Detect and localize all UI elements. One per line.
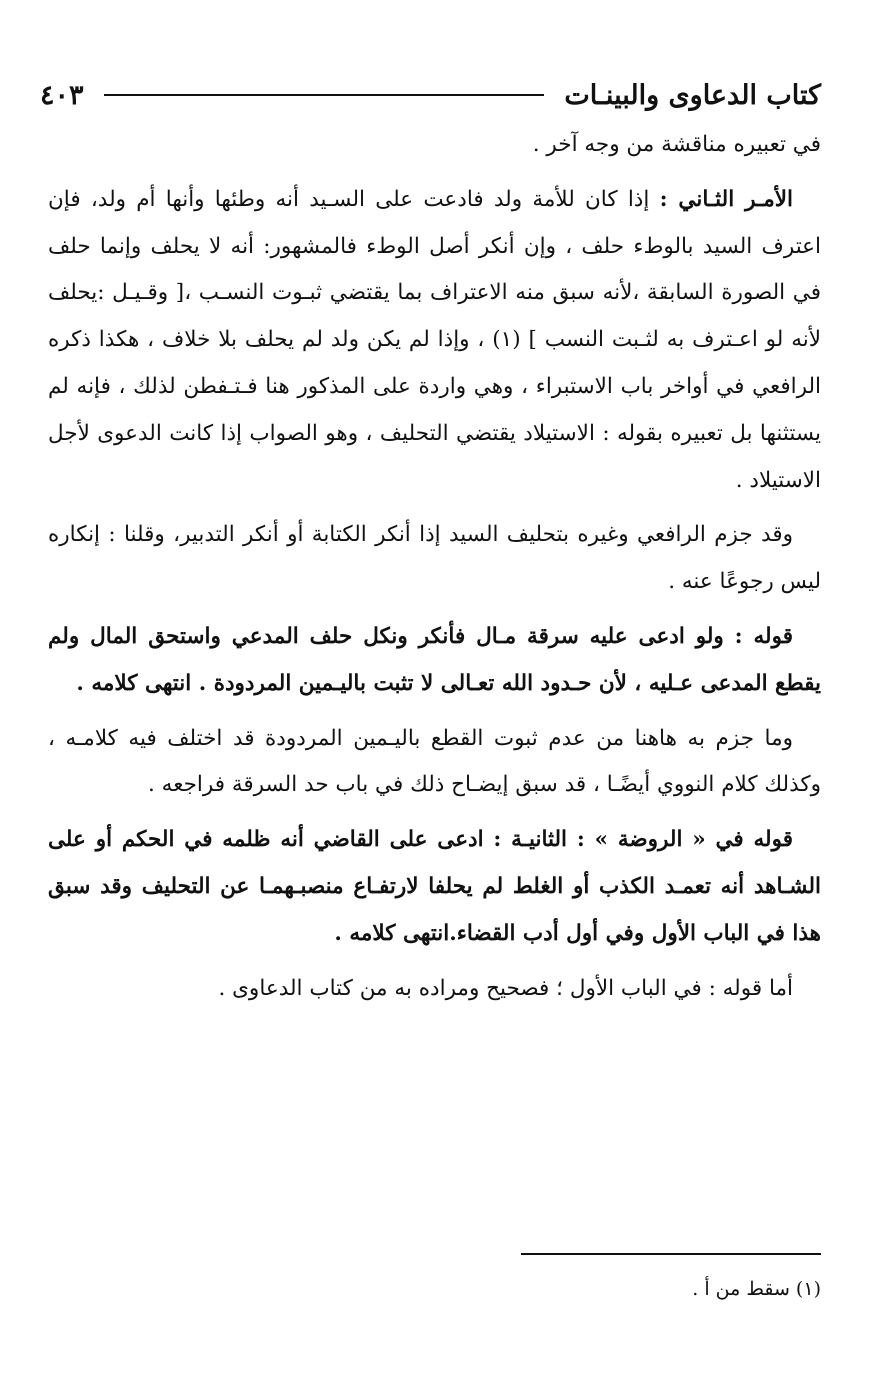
paragraph-5: وما جزم به هاهنا من عدم ثبوت القطع باليـمين المردودة قد اختلف فيه كلامـه ، وكذلك كلام النووي أيضًـا ، قد سبق إيضـاح ذلك في باب حد السرقة فراجعه . (48, 725, 821, 798)
paragraph-4-quote: قوله : ولو ادعى عليه سرقة مـال فأنكر ونكل حلف المدعي واستحق المال ولم يقطع المدعى عـليه ، لأن حـدود الله تعـالى لا تثبت باليـمين المردودة . انتهى كلامه . (48, 623, 821, 696)
page-number: ٤٠٣ (40, 79, 84, 111)
paragraph-3: وقد جزم الرافعي وغيره بتحليف السيد إذا أنكر الكتابة أو أنكر التدبير، وقلنا : إنكاره ليس رجوعًا عنه . (48, 522, 821, 595)
footnote: (١) سقط من أ . (692, 1278, 821, 1300)
footnote-rule (521, 1253, 821, 1255)
paragraph-7: أما قوله : في الباب الأول ؛ فصحيح ومراده به من كتاب الدعاوى . (218, 975, 793, 1001)
paragraph-2-text: إذا كان للأمة ولد فادعت على السـيد أنه وطئها وأنها أم ولد، فإن اعترف السيد بالوطء حلف ، وإن أنكر أصل الوطء فالمشهور: أنه لا يحلف وإنما حلف في الصورة السابقة ،لأنه سبق منه الاعتراف بما يقتضي ثبـوت النسـب ،[ وقـيـل :يحلف لأنه لو اعـترف به لثـبت النسب ] (١) ، وإذا لم يكن ولد لم يحلف بلا خلاف ، هكذا ذكره الرافعي في أواخر باب الاستبراء ، وهي واردة على المذكور هنا فـتـفطن لذلك ، فإنه لم يستثنها بل تعبيره بقوله : الاستيلاد يقتضي التحليف ، وهو الصواب إذا كانت الدعوى لأجل الاستيلاد . (48, 186, 821, 493)
paragraph-1: في تعبيره مناقشة من وجه آخر . (532, 132, 821, 157)
running-title: كتاب الدعاوى والبينـات (564, 79, 821, 111)
header-rule (104, 94, 545, 96)
body-text (48, 122, 821, 1212)
paragraph-6-quote: قوله في « الروضة » : الثانيـة : ادعى على القاضي أنه ظلمه في الحكم أو على الشـاهد أنه تعمـد الكذب أو الغلط لم يحلفا لارتفـاع منصبـهمـا عن التحليف وقد سبق هذا في الباب الأول وفي أول أدب القضاء.انتهى كلامه . (48, 827, 821, 946)
page-header (40, 70, 821, 120)
paragraph-2-lead: الأمـر الثـاني : (659, 186, 793, 212)
paragraph-2 (48, 177, 821, 505)
